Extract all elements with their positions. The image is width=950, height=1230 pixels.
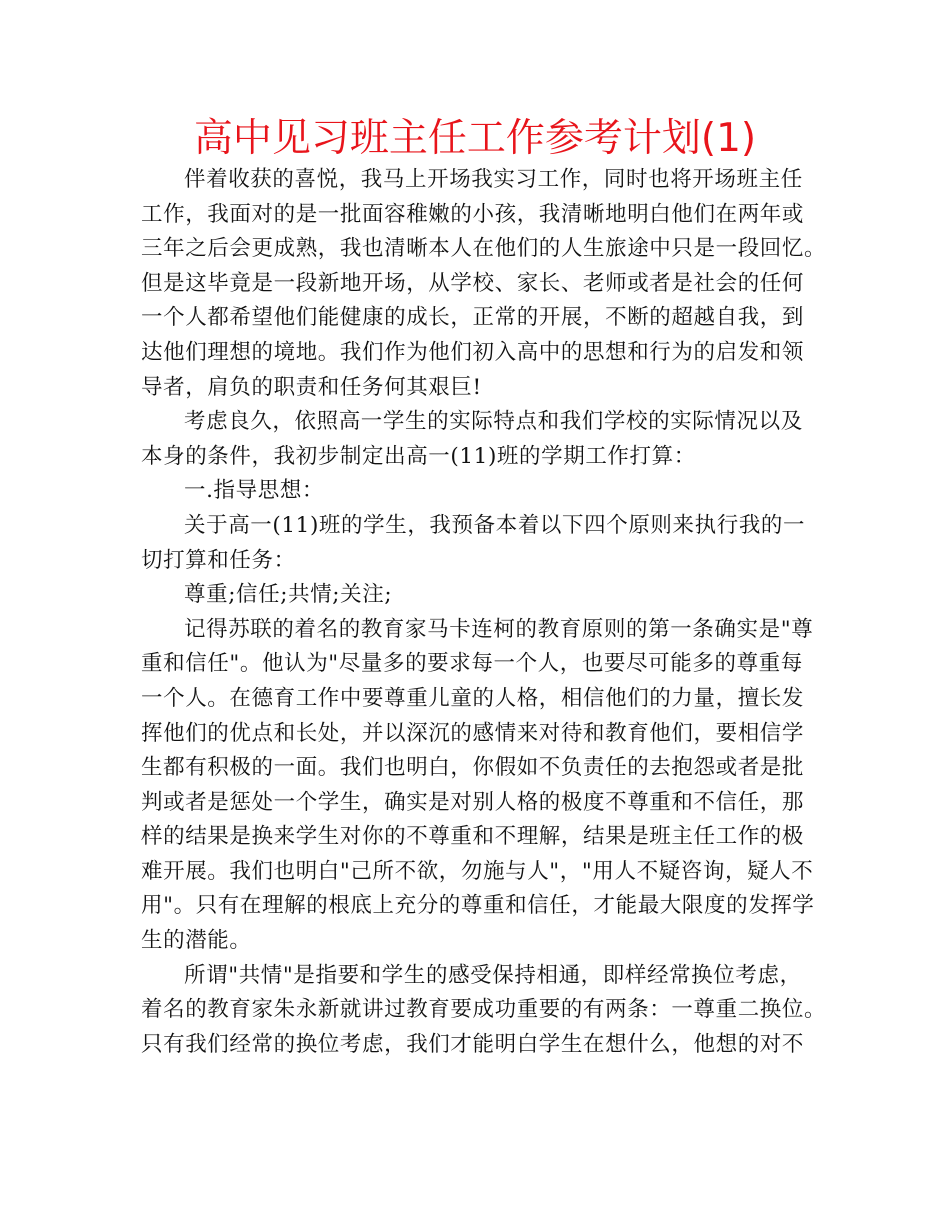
document-title: 高中见习班主任工作参考计划(1) xyxy=(193,116,757,161)
text-line: 尊重;信任;共情;关注; xyxy=(184,582,393,608)
text-line: 用"。只有在理解的根底上充分的尊重和信任，才能最大限度的发挥学 xyxy=(141,893,815,919)
text-line: 伴着收获的喜悦，我马上开场我实习工作，同时也将开场班主任 xyxy=(184,167,803,192)
text-line: 所谓"共情"是指要和学生的感受保持相通，即样经常换位考虑， xyxy=(184,962,802,988)
text-line: 难开展。我们也明白"己所不欲，勿施与人"，"用人不疑咨询，疑人不 xyxy=(141,858,814,884)
text-line: 着名的教育家朱永新就讲过教育要成功重要的有两条：一尊重二换位。 xyxy=(141,997,827,1023)
text-line: 样的结果是换来学生对你的不尊重和不理解，结果是班主任工作的极 xyxy=(141,824,805,850)
text-line: 切打算和任务： xyxy=(141,547,296,573)
text-line: 判或者是惩处一个学生，确实是对别人格的极度不尊重和不信任，那 xyxy=(141,789,805,815)
text-line: 考虑良久，依照高一学生的实际特点和我们学校的实际情况以及 xyxy=(184,409,803,435)
text-line: 记得苏联的着名的教育家马卡连柯的教育原则的第一条确实是"尊 xyxy=(184,616,814,642)
text-line: 达他们理想的境地。我们作为他们初入高中的思想和行为的启发和领 xyxy=(141,339,805,365)
text-line: 但是这毕竟是一段新地开场，从学校、家长、老师或者是社会的任何 xyxy=(141,270,805,296)
text-line: 只有我们经常的换位考虑，我们才能明白学生在想什么，他想的对不 xyxy=(141,1031,805,1057)
text-line: 生的潜能。 xyxy=(141,928,252,954)
text-line: 本身的条件，我初步制定出高一(11)班的学期工作打算： xyxy=(141,443,696,469)
text-line: 导者，肩负的职责和任务何其艰巨! xyxy=(141,374,482,400)
text-line: 生都有积极的一面。我们也明白，你假如不负责任的去抱怨或者是批 xyxy=(141,755,805,781)
text-line: 关于高一(11)班的学生，我预备本着以下四个原则来执行我的一 xyxy=(184,512,806,538)
text-line: 挥他们的优点和长处，并以深沉的感情来对待和教育他们，要相信学 xyxy=(141,720,805,746)
text-line: 一个人都希望他们能健康的成长，正常的开展，不断的超越自我，到 xyxy=(141,305,805,331)
text-line: 重和信任"。他认为"尽量多的要求每一个人，也要尽可能多的尊重每 xyxy=(141,651,803,677)
text-line: 一个人。在德育工作中要尊重儿童的人格，相信他们的力量，擅长发 xyxy=(141,685,805,711)
text-line: 三年之后会更成熟，我也清晰本人在他们的人生旅途中只是一段回忆。 xyxy=(141,236,827,262)
text-line: 工作，我面对的是一批面容稚嫩的小孩，我清晰地明白他们在两年或 xyxy=(141,201,805,227)
text-line: 一.指导思想： xyxy=(184,478,325,504)
document-body xyxy=(141,163,827,1062)
